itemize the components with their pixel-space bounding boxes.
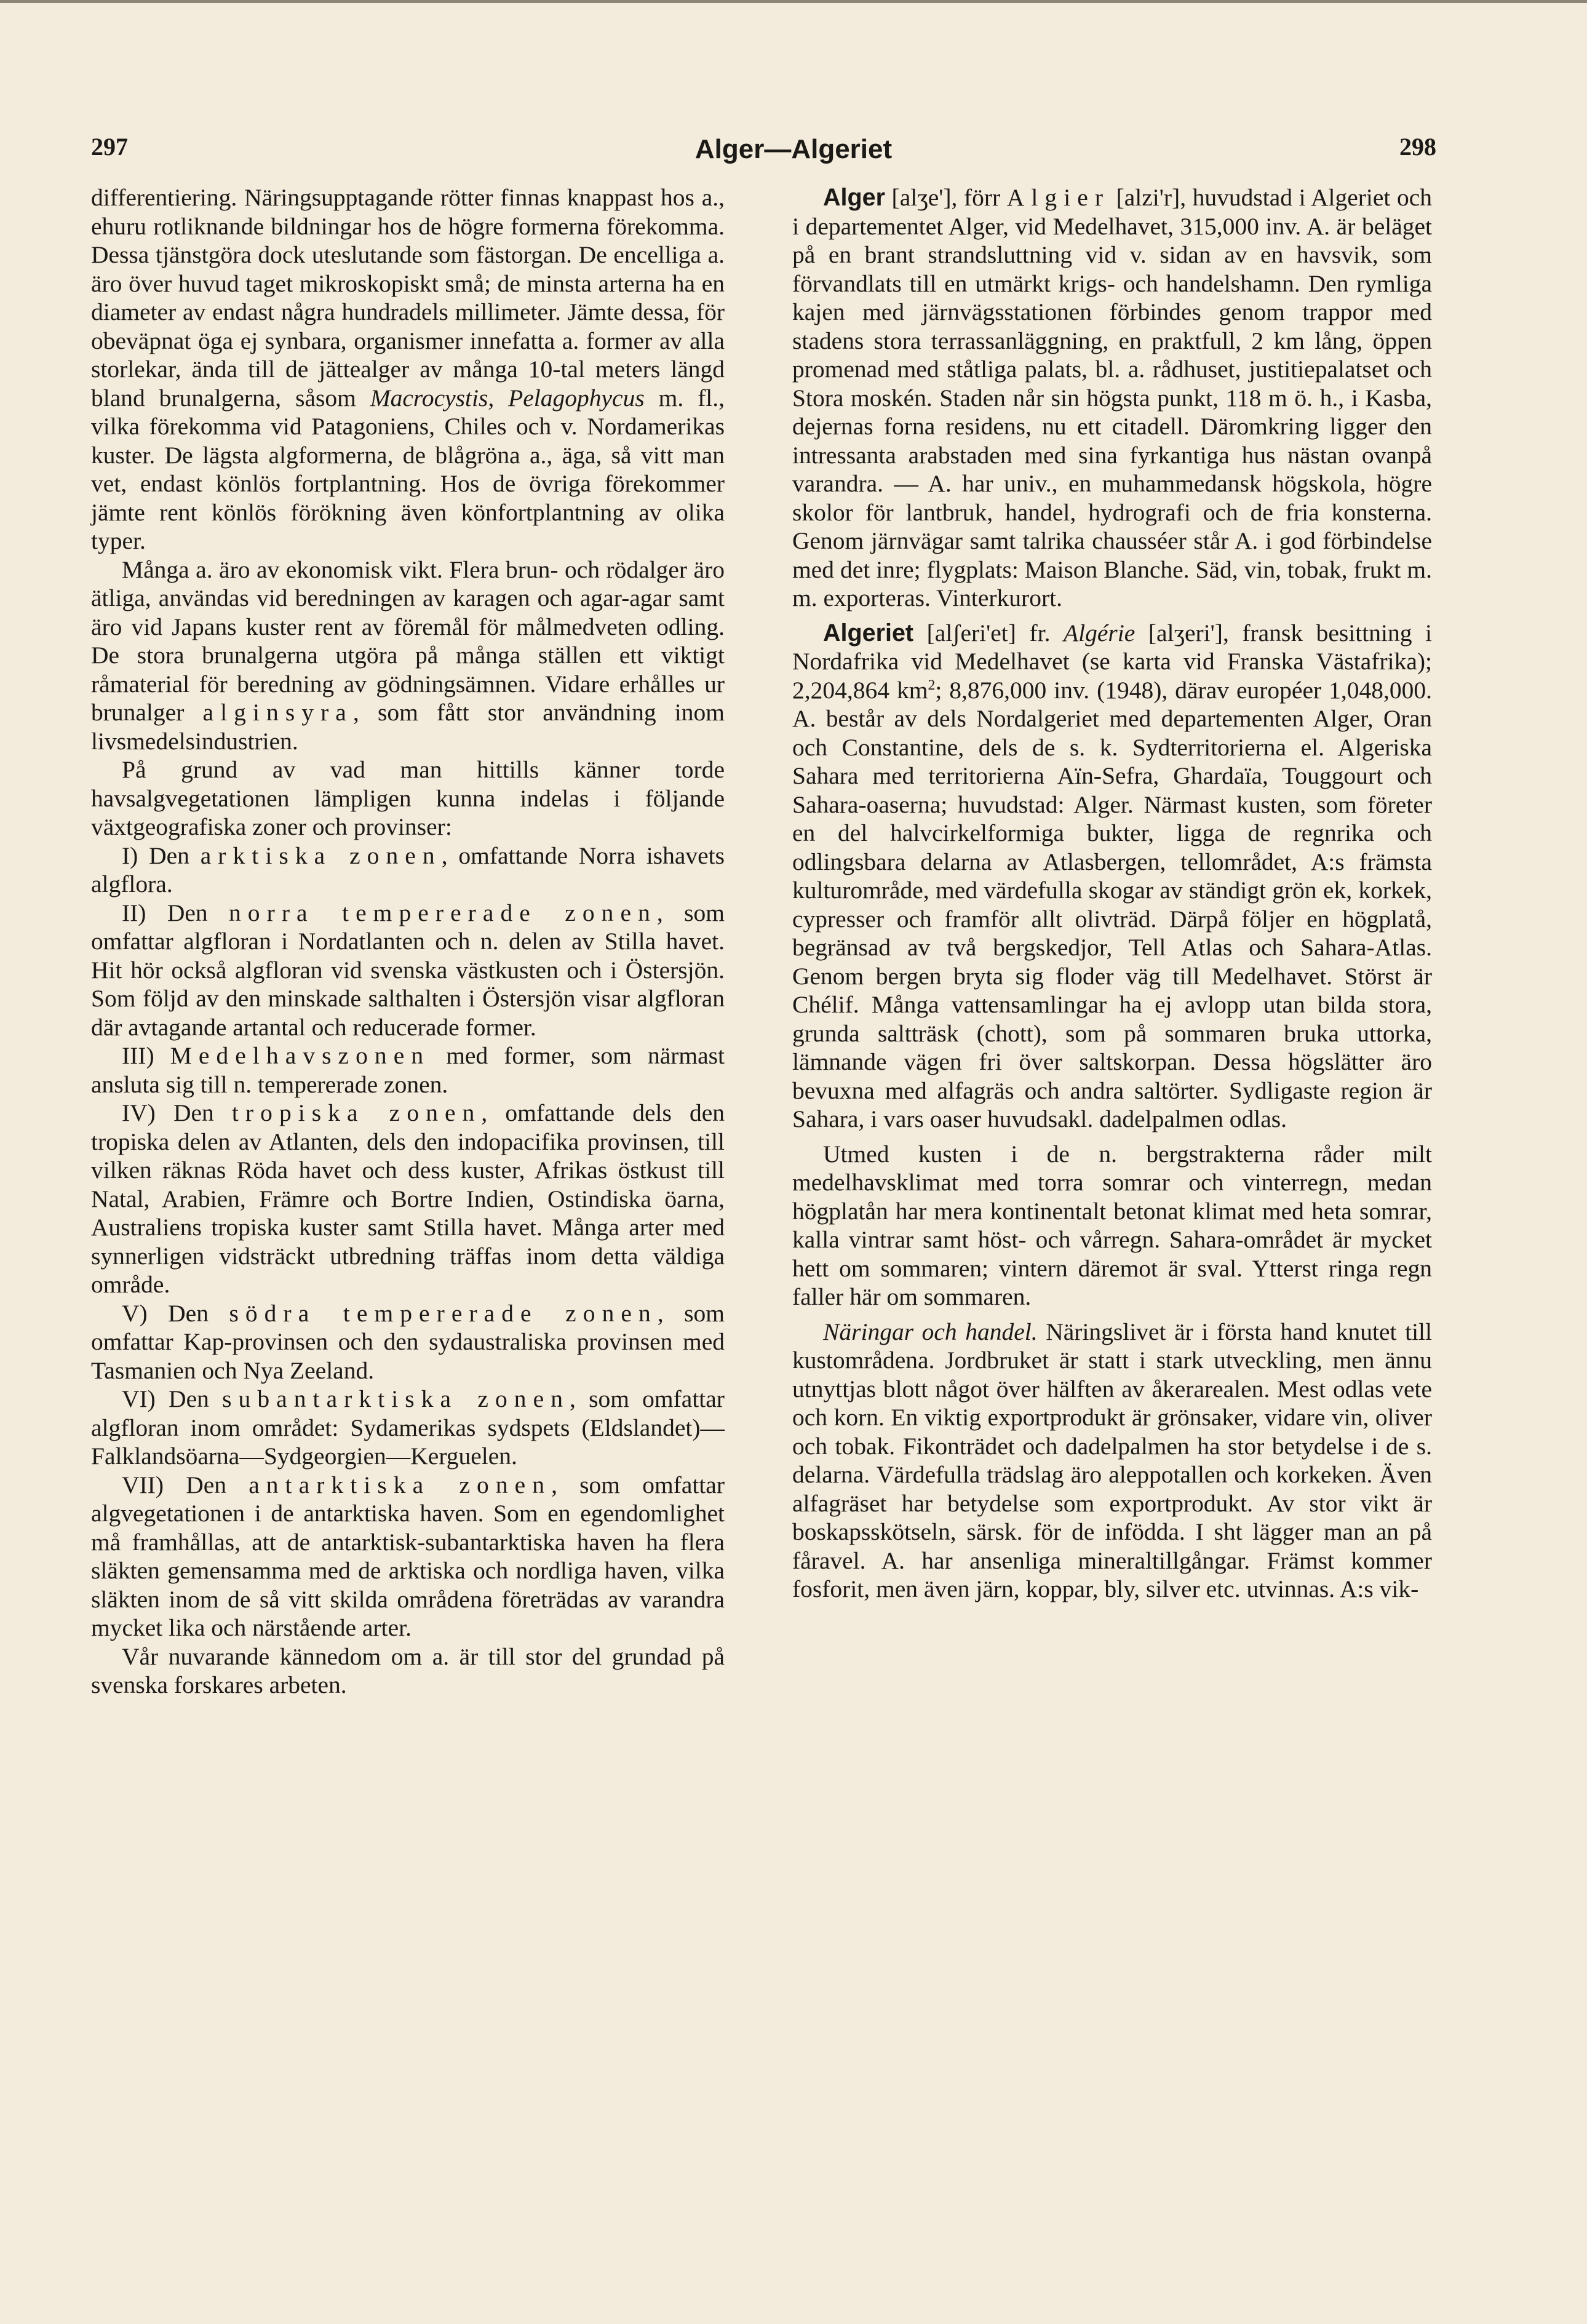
paragraph-economic: Många a. äro av ekonomisk vikt. Flera brun- och rödalger äro ätliga, användas vid beredningen av karagen och agar-agar samt äro vid Japans kuster rent av föremål för målmedveten odling. De stora brunalgerna utgöra på många ställen ett viktigt råmaterial för beredning av gödningsämnen. Vidare erhålles ur brunalger alginsyra, som fått stor användning inom livsmedelsindustrien. bbox=[91, 555, 725, 755]
zone-1: I) Den arktiska zonen, omfattande Norra ishavets algflora. bbox=[91, 842, 725, 897]
paragraph-closing: Vår nuvarande kännedom om a. är till stor del grundad på svenska forskares arbeten. bbox=[91, 1642, 725, 1698]
top-edge-rule bbox=[0, 0, 1587, 3]
zone-3: III) Medelhavszonen med former, som närmast ansluta sig till n. tempererade zonen. bbox=[91, 1042, 725, 1098]
subheading-trade: Näringar och handel. bbox=[823, 1318, 1038, 1345]
genus-names: Macrocystis, Pelagophycus bbox=[370, 384, 645, 412]
zone-5: V) Den södra tempererade zonen, som omfattar Kap-provinsen och den sydaustraliska provinsen med Tasmanien och Nya Zeeland. bbox=[91, 1299, 725, 1384]
lemma-algeriet: Algeriet bbox=[823, 619, 914, 647]
zone-7: VII) Den antarktiska zonen, som omfattar algvegetationen i de antarktiska haven. Som en egendomlighet må framhållas, att de antarktisk-subantarktiska haven ha flera släkten gemensamma med de arktiska och nordliga haven, vilka släkten inom de så vitt skilda områdena företrädas av varandra mycket lika och närstående arter. bbox=[91, 1471, 725, 1641]
zone-4: IV) Den tropiska zonen, omfattande dels den tropiska delen av Atlanten, dels den indopacifika provinsen, till vilken räknas Röda havet och dess kuster, Afrikas östkust till Natal, Arabien, Främre och Bortre Indien, Ostindiska öarna, Australiens tropiska kuster samt Stilla havet. Många arter med synnerligen vidsträckt utbredning träffas inom detta väldiga område. bbox=[91, 1099, 725, 1298]
page-number-right: 298 bbox=[1399, 133, 1436, 161]
lemma-alger: Alger bbox=[823, 184, 885, 211]
left-column bbox=[91, 183, 725, 1700]
paragraph-climate: Utmed kusten i de n. bergstrakterna råder milt medelhavsklimat med torra somrar och vinterregn, medan högplatån har mera kontinentalt betonat klimat med heta somrar, kalla vintrar samt höst- och vårregn. Sahara-området är mycket hett om sommaren; vintern däremot är sval. Ytterst ringa regn faller här om sommaren. bbox=[792, 1140, 1432, 1310]
paragraph-zones-intro: På grund av vad man hittills känner torde havsalgvegetationen lämpligen kunna indelas i följande växtgeografiska zoner och provinser: bbox=[91, 756, 725, 840]
page-number-left: 297 bbox=[91, 133, 128, 161]
entry-alger: Alger [alʒe'], förr Algier [alzi'r], huvudstad i Algeriet och i departementet Alger, vid Medelhavet, 315,000 inv. A. är beläget på en brant strandsluttning vid v. sidan av en havsvik, som förvandlats till en utmärkt krigs- och handelshamn. Den rymliga kajen med järnvägsstationen förbindes genom trappor med stadens stora terrassanläggning, en praktfull, 2 km lång, öppen promenad med ståtliga palats, bl. a. rådhuset, justitiepalatset och Stora moskén. Staden når sin högsta punkt, 118 m ö. h., i Kasba, dejernas forna residens, nu ett citadell. Däromkring ligger den intressanta arabstaden med sina fyrkantiga hus nästan ovanpå varandra. — A. har univ., en muhammedansk högskola, högre skolor för lantbruk, handel, hydrografi och de fria konsterna. Genom järnvägar samt talrika chausséer står A. i god förbindelse med det inre; flygplats: Maison Blanche. Säd, vin, tobak, frukt m. m. exporteras. Vinterkurort. bbox=[792, 184, 1432, 611]
right-column bbox=[792, 183, 1432, 1604]
spaced-term-alginsyra: alginsyra bbox=[202, 699, 353, 726]
zone-6: VI) Den subantarktiska zonen, som omfattar algfloran inom området: Sydamerikas sydspets (Eldslandet)—Falklandsöarna—Sydgeorgien—Kerguelen. bbox=[91, 1385, 725, 1470]
paragraph-algae-structure: differentiering. Näringsupptagande rötter finnas knappast hos a., ehuru rotliknande bildningar hos de högre formerna förekomma. Dessa tjänstgöra dock uteslutande som fästorgan. De encelliga a. äro över huvud taget mikroskopiskt små; de minsta arterna ha en diameter av endast några hundradels millimeter. Jämte dessa, för obeväpnat öga ej synbara, organismer innefatta a. former av alla storlekar, ända till de jättealger av många 10-tal meters längd bland brunalgerna, såsom Macrocystis, Pelagophycus m. fl., vilka förekomma vid Patagoniens, Chiles och v. Nordamerikas kuster. De lägsta algformerna, de blågröna a., äga, så vitt man vet, endast könlös fortplantning. Hos de övriga förekommer jämte rent könlös förökning även könfortplantning av olika typer. bbox=[91, 184, 725, 554]
paragraph-trade: Näringar och handel. Näringslivet är i första hand knutet till kustområdena. Jordbruket är statt i stark utveckling, men ännu utnyttjas blott något över hälften av åkerarealen. Mest odlas vete och korn. En viktig exportprodukt är grönsaker, vidare vin, oliver och tobak. Fikonträdet och dadelpalmen ha stor betydelse i de s. delarna. Värdefulla trädslag äro aleppotallen och korkeken. Även alfagräset har betydelse som exportprodukt. Av stor vikt är boskapsskötseln, särsk. för de infödda. I sht lägger man an på fåravel. A. har ansenliga mineraltillgångar. Främst kommer fosforit, men även järn, koppar, bly, silver etc. utvinnas. A:s vik- bbox=[792, 1318, 1432, 1602]
entry-algeriet: Algeriet [alʃeri'et] fr. Algérie [alʒeri'], fransk besittning i Nordafrika vid Medelhavet (se karta vid Franska Västafrika); 2,204,864 $km^2$; 8,876,000 inv. (1948), därav européer 1,048,000. A. består av dels Nordalgeriet med departementen Alger, Oran och Constantine, dels de s. k. Sydterritorierna el. Algeriska Sahara med territorierna Aïn-Sefra, Ghardaïa, Touggourt och Sahara-oaserna; huvudstad: Alger. Närmast kusten, som företer en del halvcirkelformiga bukter, ligga de regnrika och odlingsbara delarna av Atlasbergen, tellområdet, A:s främsta kulturområde, med värdefulla skogar av ständigt grön ek, korkek, cypresser och framför allt olivträd. Därpå följer en högplatå, begränsad av två bergskedjor, Tell Atlas och Sahara-Atlas. Genom bergen bryta sig floder väg till Medelhavet. Störst är Chélif. Många vattensamlingar ha ej avlopp utan bilda stora, grunda saltträsk (chott), som på sommaren bruka uttorka, lämnande vägen fri över saltskorpan. Dessa högslätter äro bevuxna med alfagräs och andra saltörter. Sydligaste region är Sahara, i vars oaser huvudsakl. dadelpalmen odlas. bbox=[792, 619, 1433, 1132]
running-head: Alger—Algeriet bbox=[694, 134, 893, 164]
zone-2: II) Den norra tempererade zonen, som omfattar algfloran i Nordatlanten och n. delen av Stilla havet. Hit hör också algfloran vid svenska västkusten och i Östersjön. Som följd av den minskade salthalten i Östersjön visar algfloran där avtagande artantal och reducerade former. bbox=[91, 899, 725, 1041]
